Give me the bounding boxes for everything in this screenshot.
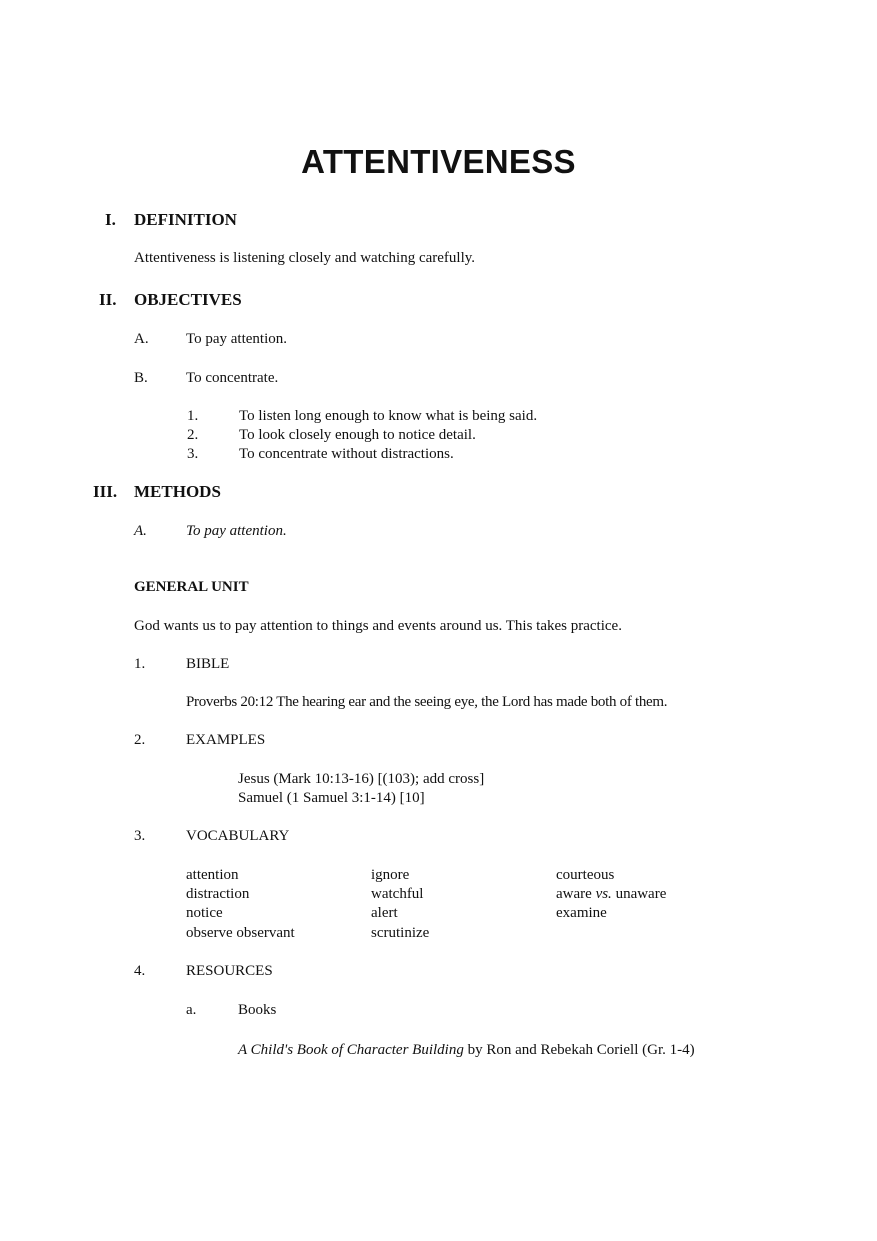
objective-text: To concentrate. xyxy=(186,370,279,386)
definition-text: Attentiveness is listening closely and watching carefully. xyxy=(134,250,476,266)
section-numeral-objectives: II. xyxy=(99,290,117,309)
vocab-word: scrutinize xyxy=(371,925,430,941)
vocab-word: alert xyxy=(371,905,398,921)
subitem-number: 3. xyxy=(187,446,199,462)
book-citation xyxy=(238,1042,695,1059)
vocab-word: watchful xyxy=(371,886,424,902)
vocab-word: observe observant xyxy=(186,925,295,941)
book-title: A Child's Book of Character Building xyxy=(238,1042,464,1058)
book-authors: by Ron and Rebekah Coriell (Gr. 1-4) xyxy=(463,1042,695,1058)
method-text: To pay attention. xyxy=(186,523,287,539)
subitem-text: To concentrate without distractions. xyxy=(239,446,454,462)
general-unit-intro: God wants us to pay attention to things and events around us. This takes practice. xyxy=(134,618,622,634)
subitem-text: To listen long enough to know what is being said. xyxy=(239,408,538,424)
section-numeral-definition: I. xyxy=(105,210,116,229)
vocab-word: attention xyxy=(186,867,239,883)
vocab-word: courteous xyxy=(556,867,615,883)
list-number: 1. xyxy=(134,656,146,672)
bible-verse: Proverbs 20:12 The hearing ear and the seeing eye, the Lord has made both of them. xyxy=(186,694,668,710)
section-heading-definition: DEFINITION xyxy=(134,210,237,229)
resource-sub-label: Books xyxy=(238,1002,277,1018)
vocab-word xyxy=(556,886,666,903)
vocab-word-part: unaware xyxy=(611,886,667,902)
vocab-word: ignore xyxy=(371,867,410,883)
page-title: ATTENTIVENESS xyxy=(301,143,576,180)
examples-label: EXAMPLES xyxy=(186,732,266,748)
resource-sub-letter: a. xyxy=(186,1002,197,1018)
vocabulary-label: VOCABULARY xyxy=(186,828,290,844)
subitem-number: 1. xyxy=(187,408,199,424)
section-heading-objectives: OBJECTIVES xyxy=(134,290,242,309)
method-letter: A. xyxy=(134,523,147,539)
objective-text: To pay attention. xyxy=(186,331,288,347)
objective-letter: B. xyxy=(134,370,148,386)
vocab-word: distraction xyxy=(186,886,250,902)
subitem-text: To look closely enough to notice detail. xyxy=(239,427,476,443)
list-number: 3. xyxy=(134,828,146,844)
example-line: Jesus (Mark 10:13-16) [(103); add cross] xyxy=(238,771,485,787)
general-unit-heading: GENERAL UNIT xyxy=(134,579,249,595)
section-numeral-methods: III. xyxy=(93,482,118,501)
list-number: 2. xyxy=(134,732,146,748)
vocab-word-part: aware xyxy=(556,886,596,902)
bible-label: BIBLE xyxy=(186,656,230,672)
subitem-number: 2. xyxy=(187,427,199,443)
vocab-word: notice xyxy=(186,905,223,921)
objective-letter: A. xyxy=(134,331,149,347)
vocab-word: examine xyxy=(556,905,607,921)
vocab-word-versus: vs. xyxy=(595,886,612,902)
section-heading-methods: METHODS xyxy=(134,482,221,501)
resources-label: RESOURCES xyxy=(186,963,273,979)
list-number: 4. xyxy=(134,963,146,979)
example-line: Samuel (1 Samuel 3:1-14) [10] xyxy=(238,790,425,806)
